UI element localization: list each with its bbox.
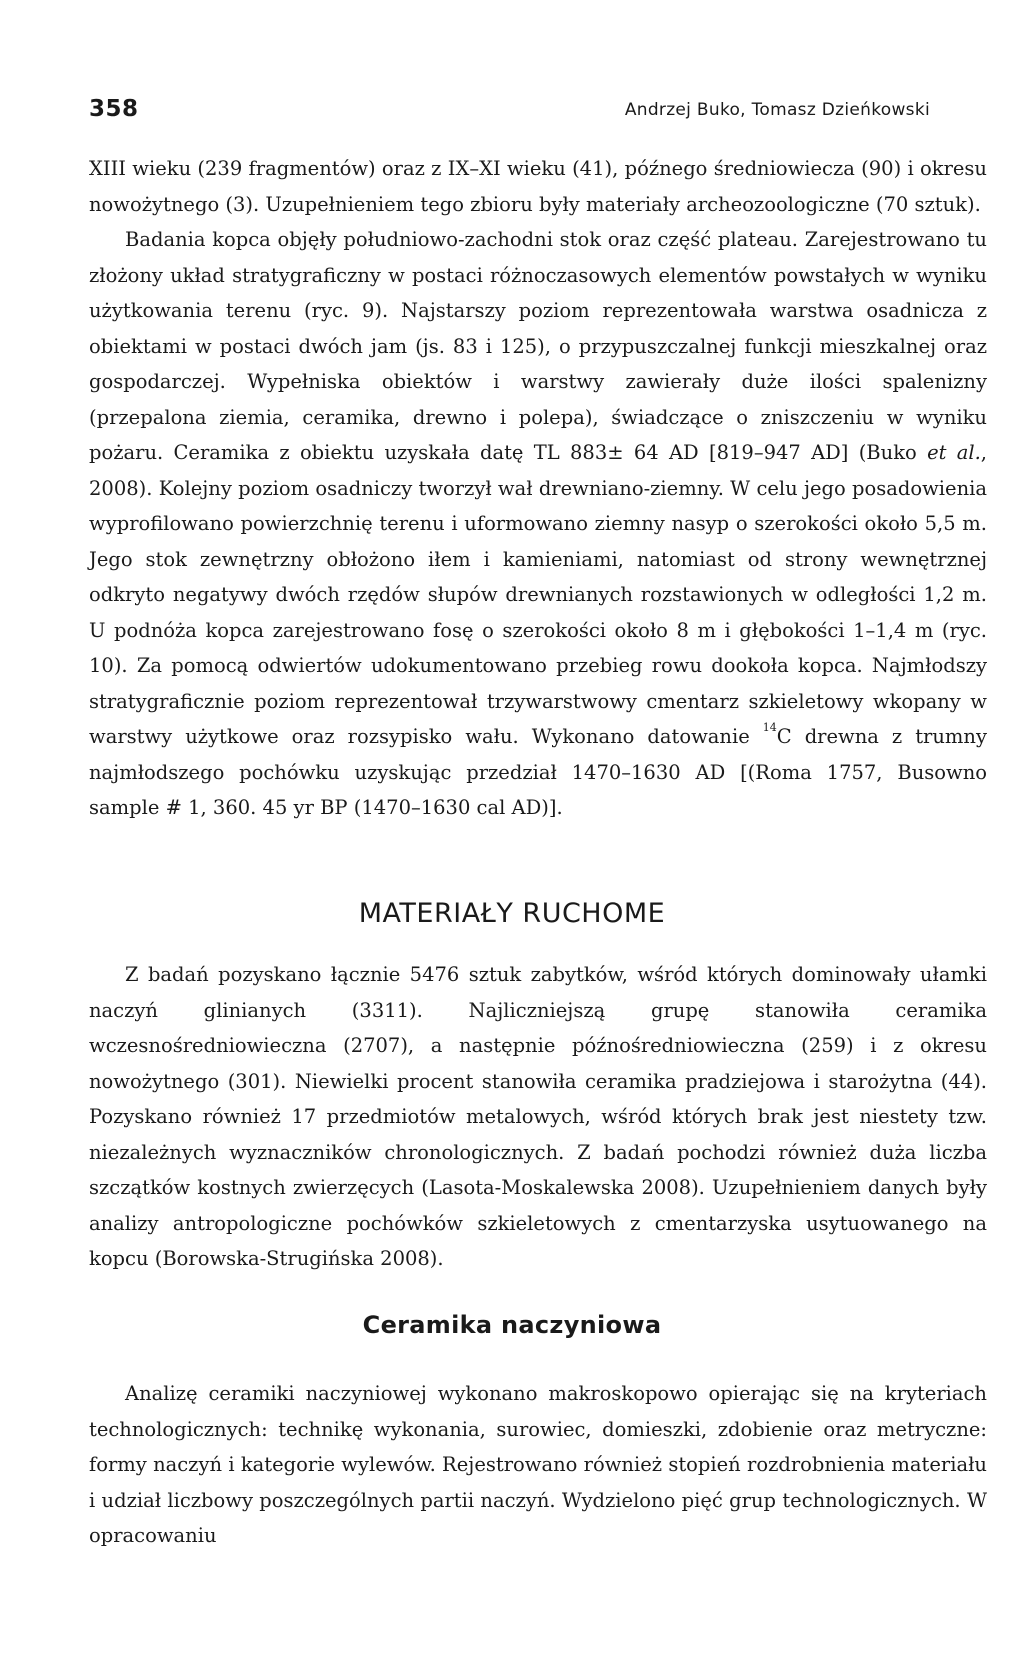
paragraph-text: Badania kopca objęły południowo-zachodni stok oraz część plateau. Zarejestrowano tu złożony układ stratygraficzny w postaci różnoczasowych elementów powstałych w wyniku użytkowania terenu (ryc. 9). Najstarszy poziom reprezentowała warstwa osadnicza z obiektami w postaci dwóch jam (js. 83 i 125), o przypuszczalnej funkcji mieszkalnej oraz gospodarczej. Wypełniska obiektów i warstwy zawierały duże ilości spalenizny (przepalona ziemia, ceramika, drewno i polepa), świadczące o zniszczeniu w wyniku pożaru. Ceramika z obiektu uzyskała datę TL 883± 64 AD [819–947 AD] (Buko (89, 228, 987, 464)
paragraph: XIII wieku (239 fragmentów) oraz z IX–XI wieku (41), późnego średniowiecza (90) i okresu nowożytnego (3). Uzupełnieniem tego zbioru były materiały archeozoologiczne (70 sztuk). (89, 157, 987, 216)
paragraph: Z badań pozyskano łącznie 5476 sztuk zabytków, wśród których dominowały ułamki naczyń glinianych (3311). Najliczniejszą grupę stanowiła ceramika wczesnośredniowieczna (2707), a następnie późnośredniowieczna (259) i z okresu nowożytnego (301). Niewielki procent stanowiła ceramika pradziejowa i starożytna (44). Pozyskano również 17 przedmiotów metalowych, wśród których brak jest niestety tzw. niezależnych wyznaczników chronologicznych. Z badań pochodzi również duża liczba szczątków kostnych zwierzęcych (Lasota-Moskalewska 2008). Uzupełnieniem danych były analizy antropologiczne pochówków szkieletowych z cmentarzyska usytuowanego na kopcu (Borowska-Strugińska 2008). (89, 963, 987, 1270)
body-section-pottery (89, 1376, 987, 1554)
isotope-superscript: 14 (762, 721, 777, 734)
running-header-authors: Andrzej Buko, Tomasz Dzieńkowski (624, 100, 930, 120)
running-header (89, 96, 930, 132)
page-number: 358 (89, 96, 139, 122)
paragraph-text: , 2008). Kolejny poziom osadniczy tworzył wał drewniano-ziemny. W celu jego posadowienia wyprofilowano powierzchnię terenu i uformowano ziemny nasyp o szerokości około 5,5 m. Jego stok zewnętrzny obłożono iłem i kamieniami, natomiast od strony wewnętrznej odkryto negatywy dwóch rzędów słupów drewnianych rozstawionych w odległości 1,2 m. U podnóża kopca zarejestrowano fosę o szerokości około 8 m i głębokości 1–1,4 m (ryc. 10). Za pomocą odwiertów udokumentowano przebieg rowu dookoła kopca. Najmłodszy stratygraficznie poziom reprezentował trzywarstwowy cmentarz szkieletowy wkopany w warstwy użytkowe oraz rozsypisko wału. Wykonano datowanie (89, 441, 987, 748)
paragraph: Analizę ceramiki naczyniowej wykonano makroskopowo opierając się na kryteriach technologicznych: technikę wykonania, surowiec, domieszki, zdobienie oraz metryczne: formy naczyń i kategorie wylewów. Rejestrowano również stopień rozdrobnienia materiału i udział liczbowy poszczególnych partii naczyń. Wydzielono pięć grup technologicznych. W opracowaniu (89, 1382, 987, 1547)
paragraph-text: C drewna z trumny najmłodszego pochówku uzyskując przedział 1470–1630 AD [(Roma 1757, Busowno sample # 1, 360. 45 yr BP (1470–1630 cal AD)]. (89, 725, 987, 819)
body-section-materials (89, 957, 987, 1277)
body-section-stratigraphy (89, 151, 987, 826)
paragraph (89, 222, 987, 826)
subsection-heading-pottery: Ceramika naczyniowa (362, 1311, 662, 1339)
citation-et-al: et al. (927, 441, 981, 464)
section-heading-movable-materials: MATERIAŁY RUCHOME (358, 898, 666, 929)
